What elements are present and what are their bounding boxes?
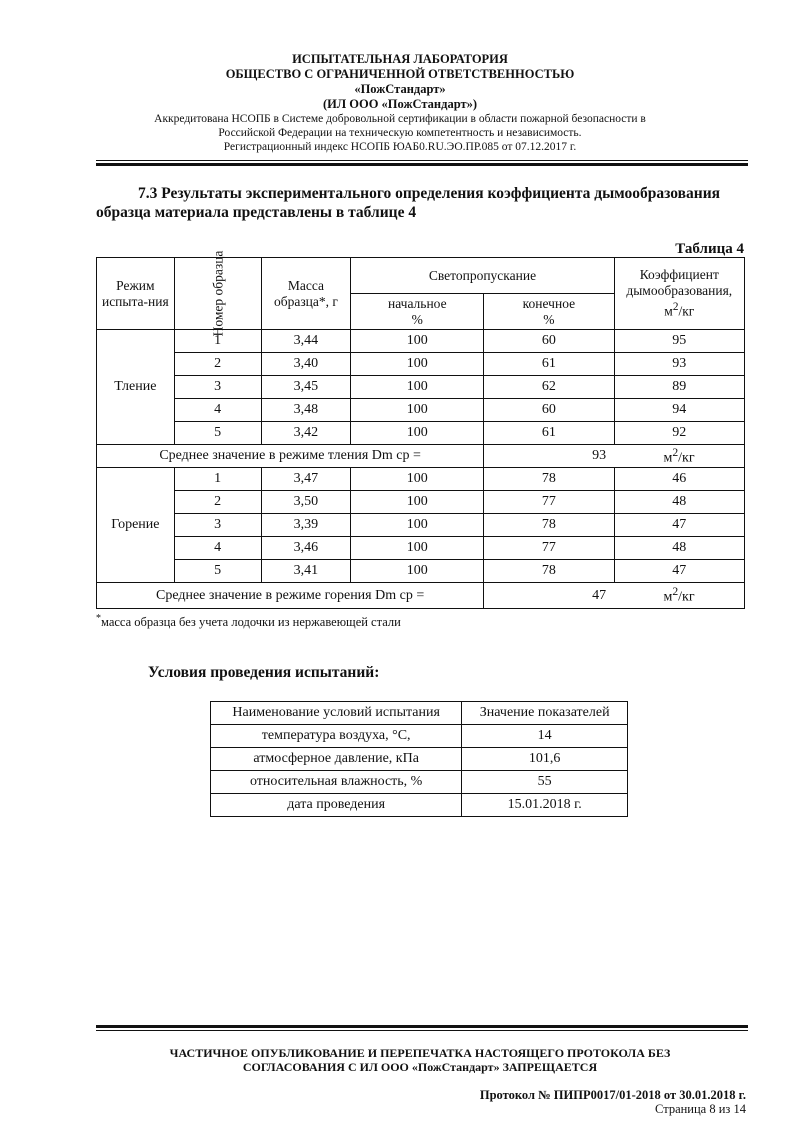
header-company-name: «ПожСтандарт» <box>354 82 446 96</box>
conditions-header-name: Наименование условий испытания <box>211 702 462 725</box>
mode-cell-smoldering: Тление <box>97 330 175 445</box>
footer-rule-thick <box>96 1025 748 1028</box>
reprint-warning-line2: СОГЛАСОВАНИЯ С ИЛ ООО «ПожСтандарт» ЗАПРЕЩАЕТСЯ <box>242 1060 598 1074</box>
smoke-coefficient: 48 <box>614 537 744 560</box>
header-mode: Режим испыта-ния <box>97 258 175 330</box>
initial-transmission: 100 <box>351 468 484 491</box>
average-label-smoldering: Среднее значение в режиме тления Dm ср = <box>97 445 484 468</box>
smoke-results-table <box>96 250 745 609</box>
sample-mass: 3,50 <box>261 491 351 514</box>
footnote-text: масса образца без учета лодочки из нержавеющей стали <box>101 615 401 630</box>
sample-mass: 3,48 <box>261 399 351 422</box>
sample-mass: 3,39 <box>261 514 351 537</box>
sample-number: 3 <box>174 514 261 537</box>
table-row <box>97 560 745 583</box>
header-accreditation-line2: Российской Федерации на техническую компетентность и независимость. <box>218 127 582 139</box>
header-initial-transmission: начальное % <box>351 294 484 330</box>
condition-name: атмосферное давление, кПа <box>211 748 462 771</box>
smoke-coefficient: 47 <box>614 560 744 583</box>
document-header <box>0 52 800 154</box>
table-row <box>211 771 628 794</box>
header-light-transmission: Светопропускание <box>351 258 614 294</box>
table-row <box>97 514 745 537</box>
header-registration-index: Регистрационный индекс НСОПБ ЮАБ0.RU.ЭО.ПР.085 от 07.12.2017 г. <box>223 141 577 153</box>
average-label-burning: Среднее значение в режиме горения Dm ср = <box>97 583 484 609</box>
average-row-burning <box>97 583 745 609</box>
sample-mass: 3,40 <box>261 353 351 376</box>
average-value-smoldering: 93 <box>484 445 614 468</box>
initial-transmission: 100 <box>351 399 484 422</box>
average-value-burning: 47 <box>484 583 614 609</box>
smoke-coefficient: 93 <box>614 353 744 376</box>
final-transmission: 77 <box>484 491 614 514</box>
conditions-header-value: Значение показателей <box>462 702 628 725</box>
sample-number: 4 <box>174 537 261 560</box>
table-row <box>97 376 745 399</box>
conditions-header-row <box>211 702 628 725</box>
initial-transmission: 100 <box>351 537 484 560</box>
header-accreditation-line1: Аккредитована НСОПБ в Системе добровольной сертификации в области пожарной безопасности в <box>154 113 646 125</box>
protocol-number: Протокол № ПИПР0017/01-2018 от 30.01.2018 г. <box>479 1088 746 1102</box>
final-transmission: 61 <box>484 422 614 445</box>
header-sample-number: Номер образца <box>174 258 261 330</box>
smoke-coefficient: 92 <box>614 422 744 445</box>
sample-number: 1 <box>174 330 261 353</box>
smoke-coefficient: 47 <box>614 514 744 537</box>
protocol-info <box>480 1088 746 1116</box>
final-transmission: 60 <box>484 330 614 353</box>
condition-name: температура воздуха, °С, <box>211 725 462 748</box>
footnote <box>96 613 401 630</box>
condition-name: относительная влажность, % <box>211 771 462 794</box>
smoke-coefficient: 89 <box>614 376 744 399</box>
condition-value: 55 <box>462 771 628 794</box>
initial-transmission: 100 <box>351 491 484 514</box>
sample-mass: 3,46 <box>261 537 351 560</box>
sample-number: 5 <box>174 560 261 583</box>
test-conditions-table <box>210 701 628 817</box>
sample-number: 3 <box>174 376 261 399</box>
initial-transmission: 100 <box>351 353 484 376</box>
smoke-coefficient: 46 <box>614 468 744 491</box>
sample-number: 5 <box>174 422 261 445</box>
average-unit-burning: $м^2/кг$ <box>614 583 744 609</box>
initial-transmission: 100 <box>351 376 484 399</box>
header-mass: Масса образца*, г <box>261 258 351 330</box>
sample-number: 1 <box>174 468 261 491</box>
footnote-mark: * <box>96 613 101 624</box>
average-row-smoldering <box>97 445 745 468</box>
mode-cell-burning: Горение <box>97 468 175 583</box>
condition-value: 14 <box>462 725 628 748</box>
header-rule-thin <box>96 160 748 161</box>
sample-mass: 3,44 <box>261 330 351 353</box>
table-row <box>97 468 745 491</box>
table-row <box>211 748 628 771</box>
table-row <box>97 491 745 514</box>
reprint-warning-line1: ЧАСТИЧНОЕ ОПУБЛИКОВАНИЕ И ПЕРЕПЕЧАТКА НАСТОЯЩЕГО ПРОТОКОЛА БЕЗ <box>169 1046 671 1060</box>
conditions-title: Условия проведения испытаний: <box>148 664 380 681</box>
sample-number: 2 <box>174 491 261 514</box>
table-row <box>97 422 745 445</box>
table-row <box>211 794 628 817</box>
header-lab-title: ИСПЫТАТЕЛЬНАЯ ЛАБОРАТОРИЯ <box>292 52 508 66</box>
sample-mass: 3,47 <box>261 468 351 491</box>
initial-transmission: 100 <box>351 422 484 445</box>
sample-number: 2 <box>174 353 261 376</box>
table-row <box>211 725 628 748</box>
header-lab-short-name: (ИЛ ООО «ПожСтандарт») <box>322 97 478 111</box>
smoke-coefficient: 48 <box>614 491 744 514</box>
page-number: Страница 8 из 14 <box>655 1102 746 1116</box>
final-transmission: 77 <box>484 537 614 560</box>
initial-transmission: 100 <box>351 560 484 583</box>
section-title <box>96 184 756 222</box>
header-smoke-coefficient: Коэффициент дымообразования, $м^2/кг$ <box>614 258 744 330</box>
header-company-type: ОБЩЕСТВО С ОГРАНИЧЕННОЙ ОТВЕТСТВЕННОСТЬЮ <box>225 67 575 81</box>
final-transmission: 60 <box>484 399 614 422</box>
condition-value: 15.01.2018 г. <box>462 794 628 817</box>
average-unit-smoldering: $м^2/кг$ <box>614 445 744 468</box>
table-row <box>97 330 745 353</box>
table-row <box>97 537 745 560</box>
initial-transmission: 100 <box>351 330 484 353</box>
table4-caption: Таблица 4 <box>675 241 744 257</box>
table-row <box>97 353 745 376</box>
final-transmission: 62 <box>484 376 614 399</box>
initial-transmission: 100 <box>351 514 484 537</box>
sample-number: 4 <box>174 399 261 422</box>
condition-value: 101,6 <box>462 748 628 771</box>
smoke-coefficient: 94 <box>614 399 744 422</box>
reprint-warning <box>0 1046 800 1074</box>
smoke-coefficient: 95 <box>614 330 744 353</box>
condition-name: дата проведения <box>211 794 462 817</box>
table-row <box>97 399 745 422</box>
section-title-line2: образца материала представлены в таблице 4 <box>96 204 417 221</box>
sample-mass: 3,42 <box>261 422 351 445</box>
sample-mass: 3,45 <box>261 376 351 399</box>
final-transmission: 61 <box>484 353 614 376</box>
sample-mass: 3,41 <box>261 560 351 583</box>
final-transmission: 78 <box>484 468 614 491</box>
footer-rule-thin <box>96 1030 748 1031</box>
header-final-transmission: конечное % <box>484 294 614 330</box>
final-transmission: 78 <box>484 514 614 537</box>
final-transmission: 78 <box>484 560 614 583</box>
section-title-line1: 7.3 Результаты экспериментального определения коэффициента дымообразования <box>138 185 721 202</box>
header-rule-thick <box>96 163 748 166</box>
